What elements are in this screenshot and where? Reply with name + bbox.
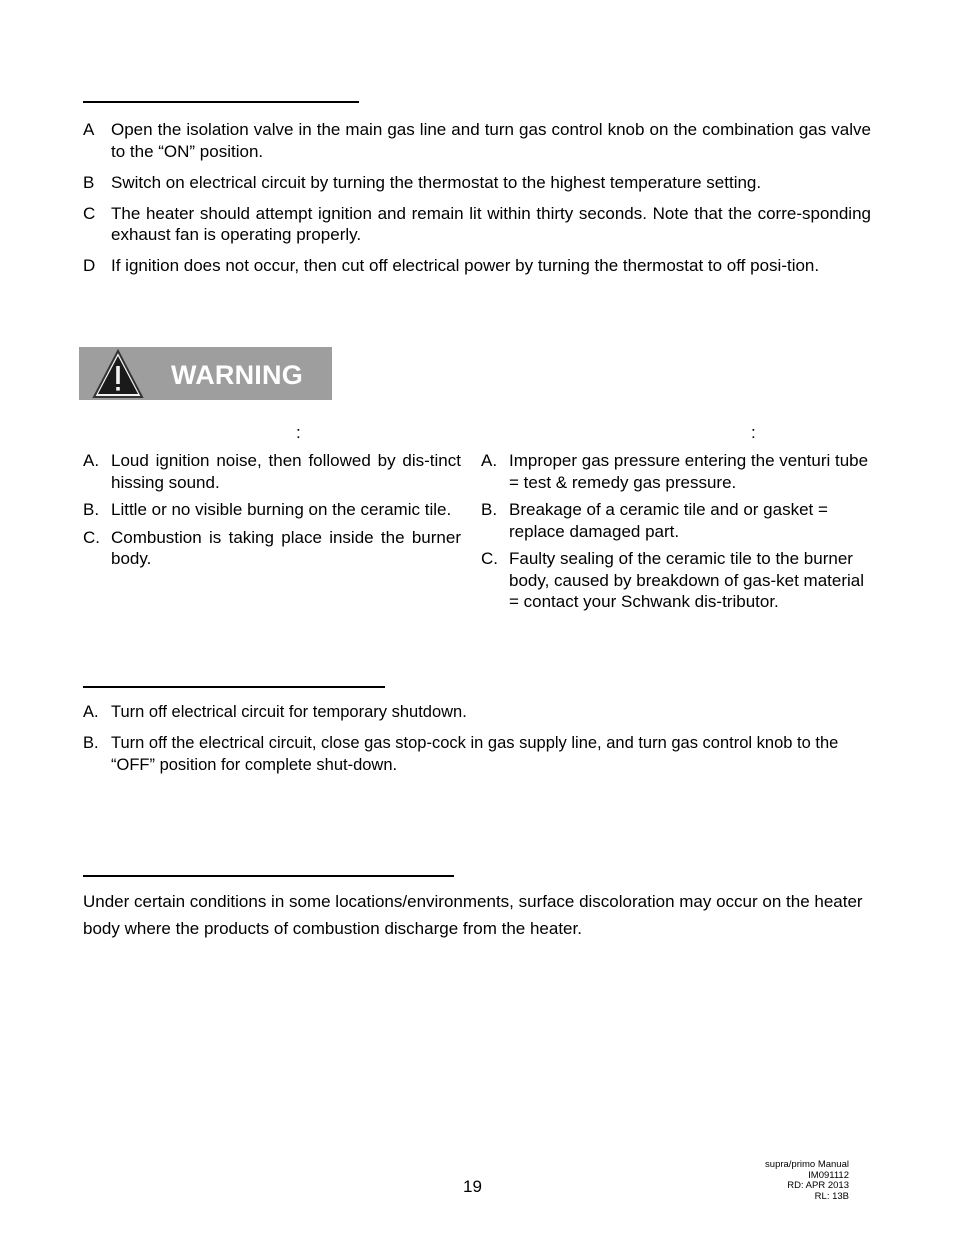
step-label: A (83, 120, 95, 139)
list-item (481, 499, 871, 542)
page-number: 19 (463, 1177, 482, 1196)
shutdown-heading-rule (83, 686, 385, 688)
cause-label: A. (481, 451, 498, 470)
symptoms-list (83, 450, 461, 576)
step-text: Open the isolation valve in the main gas line and turn gas control knob on the combination gas valve to the “ON” position. (111, 120, 871, 161)
shutdown-steps-list (83, 702, 871, 786)
step-label: D (83, 256, 96, 275)
list-item (83, 702, 871, 724)
list-item (83, 733, 871, 776)
revision-date: RD: APR 2013 (787, 1180, 849, 1191)
document-id: IM091112 (808, 1169, 849, 1181)
warning-banner (79, 347, 332, 400)
document-metadata (765, 1160, 849, 1202)
symptom-text: Loud ignition noise, then followed by dis-tinct hissing sound. (111, 451, 461, 492)
symptom-label: C. (83, 527, 100, 547)
list-item (83, 203, 871, 246)
revision-level: RL: 13B (814, 1190, 849, 1202)
startup-heading-rule (83, 101, 359, 103)
symptom-text: Little or no visible burning on the ceramic tile. (111, 500, 452, 519)
list-item (83, 499, 461, 521)
step-text: The heater should attempt ignition and remain lit within thirty seconds. Note that the corre-sponding exhaust fan is operating properly. (111, 203, 871, 244)
step-text: If ignition does not occur, then cut off electrical power by turning the thermostat to off posi-tion. (111, 256, 820, 275)
warning-triangle-icon (92, 349, 144, 399)
step-label: A. (83, 703, 99, 721)
step-label: C (83, 203, 96, 223)
symptom-text: Combustion is taking place inside the burner body. (111, 527, 461, 568)
causes-list (481, 450, 871, 619)
list-item (83, 119, 871, 162)
step-text: Turn off the electrical circuit, close gas stop-cock in gas supply line, and turn gas control knob to the “OFF” position for complete shut-down. (111, 734, 839, 774)
warning-label: WARNING (171, 360, 303, 390)
cause-text: Faulty sealing of the ceramic tile to the burner body, caused by breakdown of gas-ket material = contact your Schwank dis-tributor. (509, 549, 864, 611)
manual-name: supra/primo Manual (765, 1159, 849, 1170)
list-item (83, 255, 871, 277)
list-item (83, 450, 461, 493)
cause-text: Breakage of a ceramic tile and or gasket = replace damaged part. (509, 500, 828, 541)
cause-label: C. (481, 549, 498, 568)
list-item (83, 527, 461, 570)
list-item (481, 450, 871, 493)
list-item (481, 548, 871, 613)
symptom-label: A. (83, 451, 100, 470)
step-label: B. (83, 734, 99, 752)
step-label: B (83, 172, 95, 192)
cause-heading-colon: : (751, 423, 756, 442)
symptom-label: B. (83, 500, 100, 519)
discoloration-paragraph: Under certain conditions in some locations/environments, surface discoloration may occur on the heater body where the products of combustion discharge from the heater. (83, 892, 863, 938)
startup-steps-list (83, 119, 871, 286)
step-text: Switch on electrical circuit by turning the thermostat to the highest temperature setting. (111, 172, 762, 192)
cause-label: B. (481, 500, 498, 519)
discoloration-heading-rule (83, 875, 454, 877)
symptom-heading-colon: : (296, 423, 301, 442)
cause-text: Improper gas pressure entering the venturi tube = test & remedy gas pressure. (509, 451, 869, 492)
step-text: Turn off electrical circuit for temporary shutdown. (111, 703, 467, 721)
list-item (83, 172, 871, 194)
